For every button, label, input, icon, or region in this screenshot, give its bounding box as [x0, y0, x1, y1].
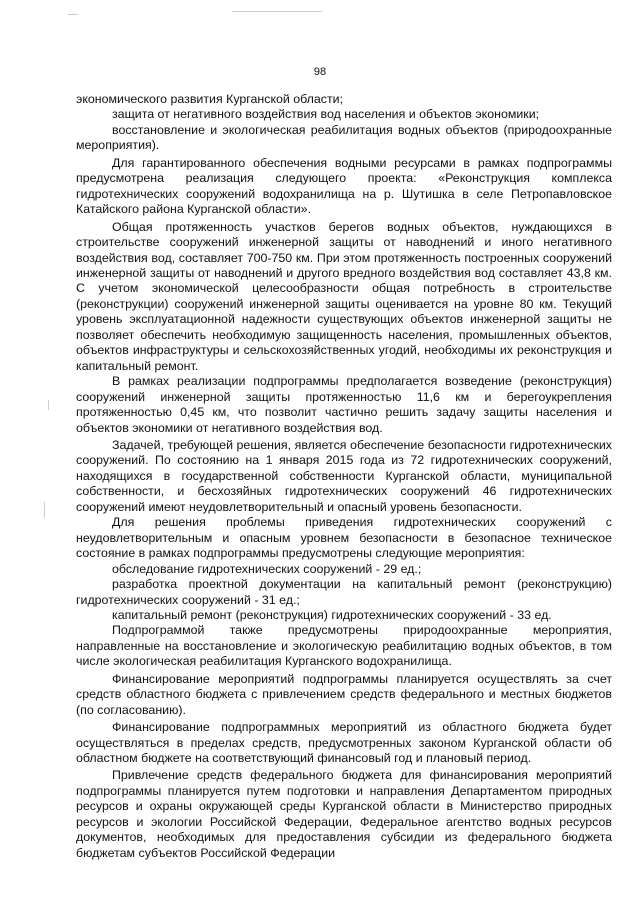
- paragraph: защита от негативного воздействия вод населения и объектов экономики;: [112, 107, 540, 122]
- paragraph: экономического развития Курганской области;: [76, 92, 344, 106]
- paragraph: Финансирование подпрограммных мероприятий из областного бюджета будет осуществляться в пределах средств, предусмотренных законом Курганской области об областном бюджете на соответствующий финансовый год и плановый период.: [76, 720, 612, 766]
- paragraph: Для решения проблемы приведения гидротехнических сооружений с неудовлетворительным и опасным уровнем безопасности в безопасное техническое состояние в рамках подпрограммы предусмотрены следующие мероприятия:: [76, 515, 612, 561]
- paragraph: Задачей, требующей решения, является обеспечение безопасности гидротехнических сооружений. По состоянию на 1 января 2015 года из 72 гидротехнических сооружений, находящихся в государственной собственности Курганской области, муниципальной собственности, и бесхозяйных гидротехнических сооружений 46 гидротехнических сооружений имеют неудовлетворительный и опасный уровень безопасности.: [76, 437, 612, 514]
- paragraph: разработка проектной документации на капитальный ремонт (реконструкцию) гидротехнических сооружений - 31 ед.;: [76, 577, 612, 607]
- paragraph: Для гарантированного обеспечения водными ресурсами в рамках подпрограммы предусмотрена реализация следующего проекта: «Реконструкция комплекса гидротехнических сооружений водохранилища на р. Шутишка в селе Петропавловское Катайского района Курганской области».: [76, 155, 612, 217]
- scan-artifact: [68, 14, 78, 15]
- paragraph: Финансирование мероприятий подпрограммы планируется осуществлять за счет средств областного бюджета с привлечением средств федерального и местных бюджетов (по согласованию).: [76, 671, 612, 717]
- scan-artifact: [232, 11, 322, 12]
- paragraph: капитальный ремонт (реконструкция) гидротехнических сооружений - 33 ед.: [112, 607, 552, 622]
- paragraph: восстановление и экологическая реабилитация водных объектов (природоохранные мероприятия).: [76, 122, 612, 153]
- paragraph: Общая протяженность участков берегов водных объектов, нуждающихся в строительстве сооружений инженерной защиты от наводнений и иного негативного воздействия вод, составляет 700-750 км. При этом протяженность построенных сооружений инженерной защиты от наводнений и другого вредного воздействия вод составляет 43,8 км. С учетом экономической целесообразности общая потребность в строительстве (реконструкции) сооружений инженерной защиты оценивается на уровне 80 км. Текущий уровень эксплуатационной надежности существующих объектов инженерной защиты не позволяет обеспечить необходимую защищенность населения, промышленных объектов, объектов инфраструктуры и сельскохозяйственных угодий, необходимы их реконструкция и капитальный ремонт.: [76, 219, 612, 373]
- scan-artifact: [44, 502, 45, 518]
- paragraph: Подпрограммой также предусмотрены природоохранные мероприятия, направленные на восстановление и экологическую реабилитацию водных объектов, в том числе экологическая реабилитация Курганского водохранилища.: [76, 623, 612, 669]
- paragraph: В рамках реализации подпрограммы предполагается возведение (реконструкция) сооружений инженерной защиты протяженностью 11,6 км и берегоукрепления протяженностью 0,45 км, что позволит частично решить задачу защиты населения и объектов экономики от негативного воздействия вод.: [76, 374, 612, 435]
- page-number: 98: [313, 66, 327, 78]
- paragraph: обследование гидротехнических сооружений - 29 ед.;: [112, 561, 422, 576]
- body-text: [76, 92, 612, 861]
- paragraph: Привлечение средств федерального бюджета для финансирования мероприятий подпрограммы планируется путем подготовки и направления Департаментом природных ресурсов и охраны окружающей среды Курганской области в Министерство природных ресурсов и экологии Российской Федерации, Федеральное агентство водных ресурсов документов, необходимых для предоставления субсидии из федерального бюджета бюджетам субъектов Российской Федерации: [76, 768, 612, 860]
- scan-artifact: [48, 400, 49, 410]
